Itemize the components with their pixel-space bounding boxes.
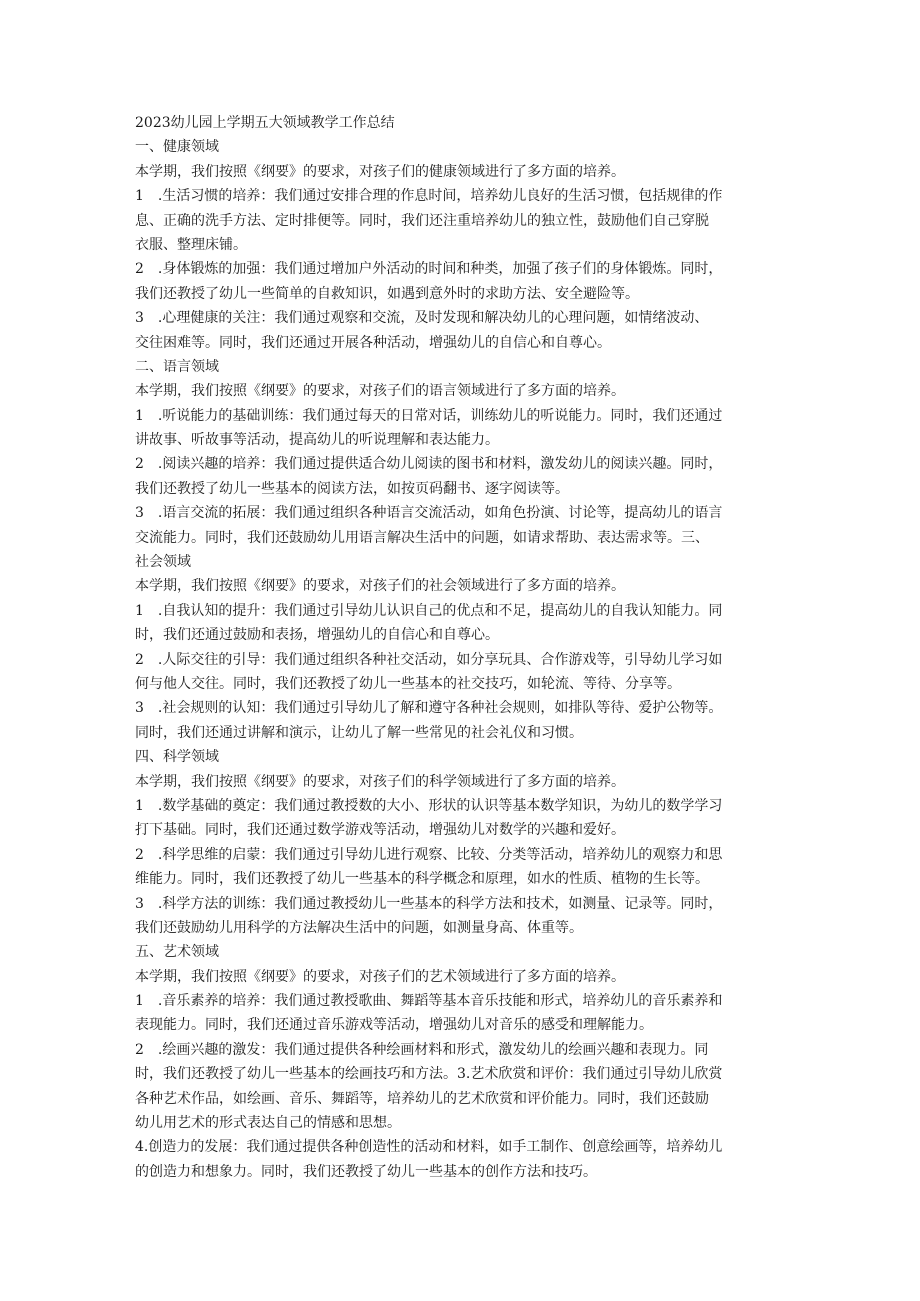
text-line: 社会领域 [135,554,191,571]
text-line: 交流能力。同时，我们还鼓励幼儿用语言解决生活中的问题，如请求帮助、表达需求等。三、 [135,529,709,546]
text-line: 1 .数学基础的奠定：我们通过教授数的大小、形状的认识等基本数学知识，为幼儿的数学学习 [135,797,723,814]
text-line: 时，我们还通过鼓励和表扬，增强幼儿的自信心和自尊心。 [135,627,499,644]
text-line: 2 .人际交往的引导：我们通过组织各种社交活动，如分享玩具、合作游戏等，引导幼儿学习如 [135,651,723,668]
text-line: 3 .心理健康的关注：我们通过观察和交流，及时发现和解决幼儿的心理问题，如情绪波动、 [135,310,709,327]
text-line: 我们还教授了幼儿一些简单的自救知识，如遇到意外时的求助方法、安全避险等。 [135,285,639,302]
text-line: 维能力。同时，我们还教授了幼儿一些基本的科学概念和原理，如水的性质、植物的生长等。 [135,871,709,888]
text-line: 息、正确的洗手方法、定时排便等。同时，我们还注重培养幼儿的独立性，鼓励他们自己穿脱 [135,212,709,229]
text-line: 我们还教授了幼儿一些基本的阅读方法，如按页码翻书、逐字阅读等。 [135,480,569,497]
text-line: 时，我们还教授了幼儿一些基本的绘画技巧和方法。3.艺术欣赏和评价：我们通过引导幼儿欣赏 [135,1066,723,1083]
text-line: 2 .阅读兴趣的培养：我们通过提供适合幼儿阅读的图书和材料，激发幼儿的阅读兴趣。同时， [135,456,723,473]
text-line: 衣服、整理床铺。 [135,236,247,253]
text-line: 五、艺术领域 [135,944,219,961]
text-line: 本学期，我们按照《纲要》的要求，对孩子们的科学领域进行了多方面的培养。 [135,773,625,790]
text-line: 打下基础。同时，我们还通过数学游戏等活动，增强幼儿对数学的兴趣和爱好。 [135,822,625,839]
text-line: 本学期，我们按照《纲要》的要求，对孩子们的社会领域进行了多方面的培养。 [135,578,625,595]
text-line: 二、语言领域 [135,358,219,375]
text-line: 我们还鼓励幼儿用科学的方法解决生活中的问题，如测量身高、体重等。 [135,919,583,936]
text-line: 四、科学领域 [135,749,219,766]
text-line: 1 .听说能力的基础训练：我们通过每天的日常对话，训练幼儿的听说能力。同时，我们还通过 [135,407,723,424]
document-body [135,111,787,1184]
text-line: 交往困难等。同时，我们还通过开展各种活动，增强幼儿的自信心和自尊心。 [135,334,611,351]
text-line: 4.创造力的发展：我们通过提供各种创造性的活动和材料，如手工制作、创意绘画等，培养幼儿 [135,1139,723,1156]
text-line: 3 .语言交流的拓展：我们通过组织各种语言交流活动，如角色扮演、讨论等，提高幼儿的语言 [135,505,723,522]
text-line: 一、健康领域 [135,139,219,156]
text-line: 1 .自我认知的提升：我们通过引导幼儿认识自己的优点和不足，提高幼儿的自我认知能力。同 [135,602,723,619]
text-line: 何与他人交往。同时，我们还教授了幼儿一些基本的社交技巧，如轮流、等待、分享等。 [135,675,681,692]
text-line: 3 .社会规则的认知：我们通过引导幼儿了解和遵守各种社会规则，如排队等待、爱护公物等。 [135,700,723,717]
text-line: 1 .音乐素养的培养：我们通过教授歌曲、舞蹈等基本音乐技能和形式，培养幼儿的音乐素养和 [135,993,723,1010]
text-line: 3 .科学方法的训练：我们通过教授幼儿一些基本的科学方法和技术，如测量、记录等。同时， [135,895,723,912]
text-line: 2 .身体锻炼的加强：我们通过增加户外活动的时间和种类，加强了孩子们的身体锻炼。同时， [135,261,723,278]
text-line: 表现能力。同时，我们还通过音乐游戏等活动，增强幼儿对音乐的感受和理解能力。 [135,1017,653,1034]
document-title: 2023幼儿园上学期五大领域教学工作总结 [135,115,395,131]
text-line: 各种艺术作品，如绘画、音乐、舞蹈等，培养幼儿的艺术欣赏和评价能力。同时，我们还鼓励 [135,1090,709,1107]
text-line: 2 .科学思维的启蒙：我们通过引导幼儿进行观察、比较、分类等活动，培养幼儿的观察力和思 [135,846,723,863]
text-line: 幼儿用艺术的形式表达自己的情感和思想。 [135,1115,401,1132]
text-line: 的创造力和想象力。同时，我们还教授了幼儿一些基本的创作方法和技巧。 [135,1163,597,1180]
text-line: 1 .生活习惯的培养：我们通过安排合理的作息时间，培养幼儿良好的生活习惯，包括规律的作 [135,188,723,205]
text-line: 本学期，我们按照《纲要》的要求，对孩子们的健康领域进行了多方面的培养。 [135,163,625,180]
text-line: 本学期，我们按照《纲要》的要求，对孩子们的语言领域进行了多方面的培养。 [135,383,625,400]
text-line: 同时，我们还通过讲解和演示，让幼儿了解一些常见的社会礼仪和习惯。 [135,724,583,741]
text-line: 讲故事、听故事等活动，提高幼儿的听说理解和表达能力。 [135,432,499,449]
text-line: 2 .绘画兴趣的激发：我们通过提供各种绘画材料和形式，激发幼儿的绘画兴趣和表现力。同 [135,1041,709,1058]
text-line: 本学期，我们按照《纲要》的要求，对孩子们的艺术领域进行了多方面的培养。 [135,968,625,985]
